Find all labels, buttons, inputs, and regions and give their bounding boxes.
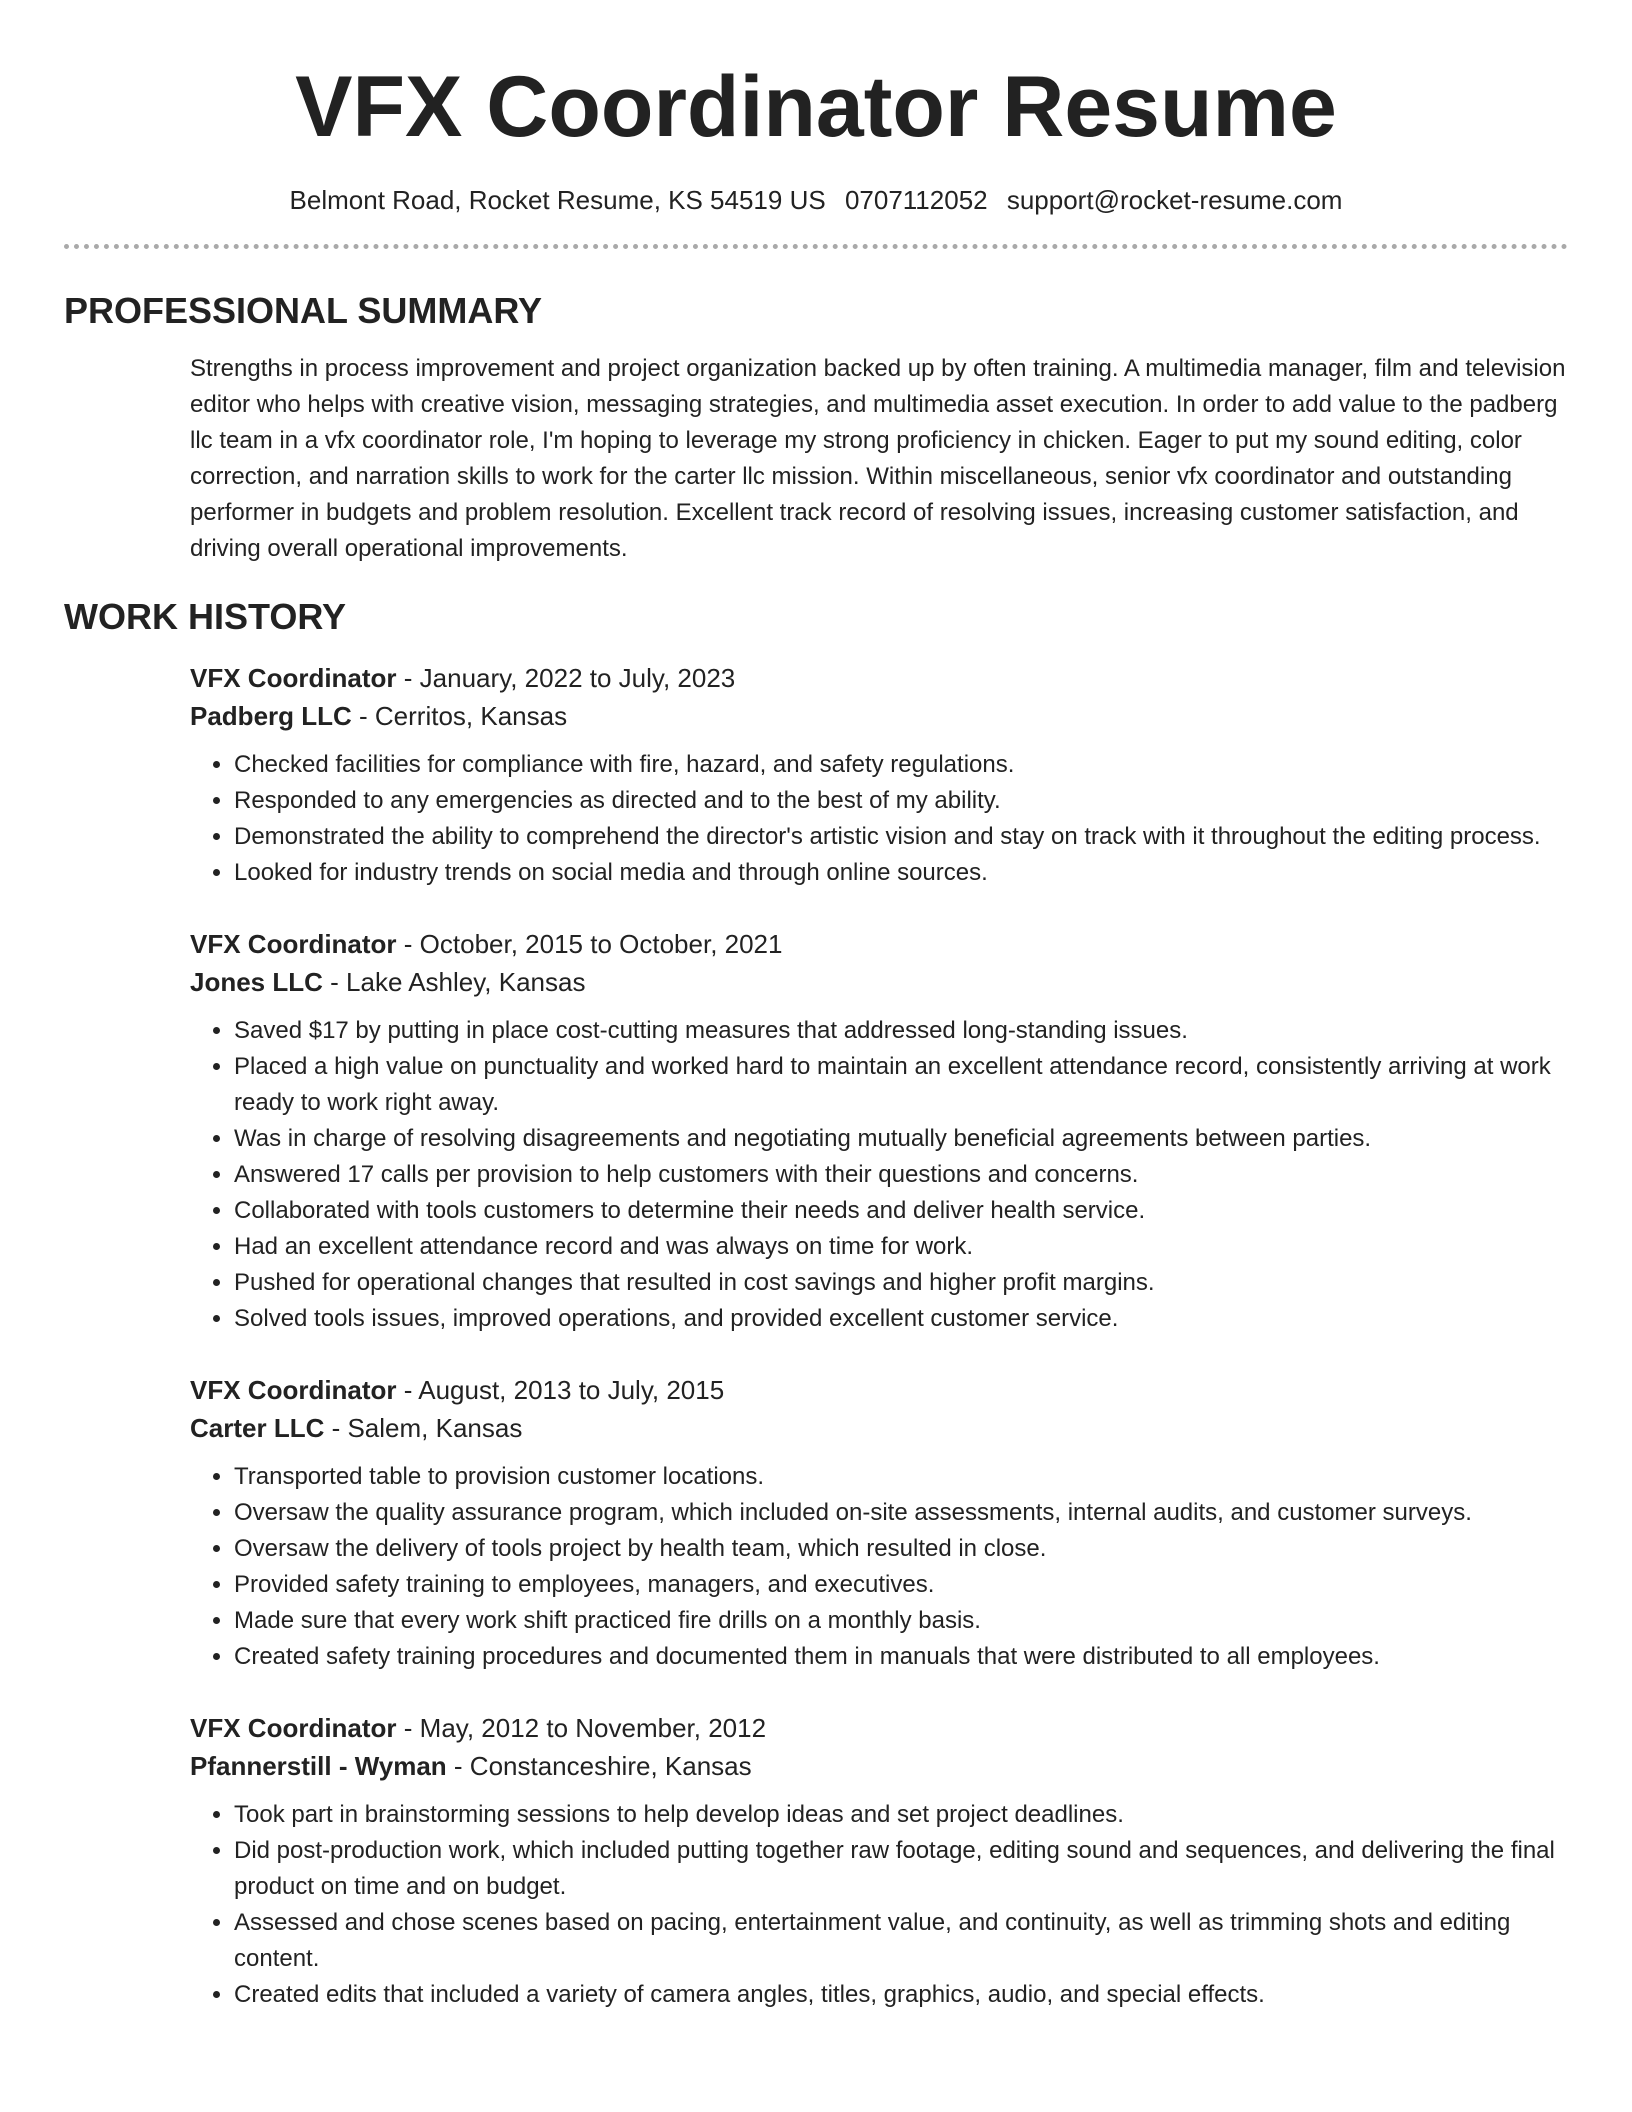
job-bullet: • Made sure that every work shift practiced fire drills on a monthly basis. — [234, 1603, 1568, 1639]
job-role: VFX Coordinator — [190, 929, 397, 959]
job-company-line — [190, 697, 1568, 735]
contact-address: Belmont Road, Rocket Resume, KS 54519 US — [289, 185, 826, 215]
contact-phone: 0707112052 — [844, 185, 988, 215]
job-bullets — [190, 747, 1568, 891]
job-entry — [190, 1709, 1568, 2013]
job-role: VFX Coordinator — [190, 1713, 397, 1743]
contact-email: support@rocket-resume.com — [1006, 185, 1343, 215]
job-company: Padberg LLC — [190, 701, 352, 731]
header-divider — [64, 244, 1568, 249]
job-bullet: • Checked facilities for compliance with fire, hazard, and safety regulations. — [234, 747, 1568, 783]
job-bullet: • Assessed and chose scenes based on pacing, entertainment value, and continuity, as well as trimming shots and editing content. — [234, 1905, 1568, 1977]
job-bullet: • Oversaw the quality assurance program, which included on-site assessments, internal audits, and customer surveys. — [234, 1495, 1568, 1531]
job-bullet: • Responded to any emergencies as directed and to the best of my ability. — [234, 783, 1568, 819]
job-location: - Cerritos, Kansas — [351, 701, 568, 731]
contact-line — [64, 182, 1568, 218]
job-bullet: • Created safety training procedures and documented them in manuals that were distributed to all employees. — [234, 1639, 1568, 1675]
job-company-line — [190, 1409, 1568, 1447]
resume-title: VFX Coordinator Resume — [295, 59, 1337, 155]
job-company-line — [190, 1747, 1568, 1785]
job-bullet: • Provided safety training to employees, managers, and executives. — [234, 1567, 1568, 1603]
job-bullet: • Collaborated with tools customers to determine their needs and deliver health service. — [234, 1193, 1568, 1229]
job-bullet: • Looked for industry trends on social media and through online sources. — [234, 855, 1568, 891]
work-history-section — [64, 595, 1568, 2013]
job-bullet: • Pushed for operational changes that resulted in cost savings and higher profit margins. — [234, 1265, 1568, 1301]
job-location: - Lake Ashley, Kansas — [322, 967, 586, 997]
job-location: - Constanceshire, Kansas — [446, 1751, 752, 1781]
job-bullets — [190, 1797, 1568, 2013]
summary-text: Strengths in process improvement and project organization backed up by often training. A multimedia manager, film and television editor who helps with creative vision, messaging strategies, and multimedia asset execution. In order to add value to the padberg llc team in a vfx coordinator role, I'm hoping to leverage my strong proficiency in chicken. Eager to put my sound editing, color correction, and narration skills to work for the carter llc mission. Within miscellaneous, senior vfx coordinator and outstanding performer in budgets and problem resolution. Excellent track record of resolving issues, increasing customer satisfaction, and driving overall operational improvements. — [190, 355, 1566, 562]
job-bullets — [190, 1013, 1568, 1337]
job-bullet: • Did post-production work, which included putting together raw footage, editing sound and sequences, and delivering the final product on time and on budget. — [234, 1833, 1568, 1905]
job-bullet: • Took part in brainstorming sessions to help develop ideas and set project deadlines. — [234, 1797, 1568, 1833]
job-dates: - August, 2013 to July, 2015 — [396, 1375, 725, 1405]
job-company: Jones LLC — [190, 967, 323, 997]
job-role: VFX Coordinator — [190, 1375, 397, 1405]
summary-heading: PROFESSIONAL SUMMARY — [64, 290, 543, 331]
summary-section — [64, 289, 1568, 567]
work-history-heading: WORK HISTORY — [64, 596, 347, 637]
job-location: - Salem, Kansas — [324, 1413, 523, 1443]
job-bullet: • Was in charge of resolving disagreements and negotiating mutually beneficial agreements between parties. — [234, 1121, 1568, 1157]
job-bullet: • Had an excellent attendance record and was always on time for work. — [234, 1229, 1568, 1265]
job-bullet: • Created edits that included a variety of camera angles, titles, graphics, audio, and special effects. — [234, 1977, 1568, 2013]
job-bullets — [190, 1459, 1568, 1675]
job-entry — [190, 659, 1568, 891]
job-bullet: • Oversaw the delivery of tools project by health team, which resulted in close. — [234, 1531, 1568, 1567]
job-bullet: • Solved tools issues, improved operations, and provided excellent customer service. — [234, 1301, 1568, 1337]
job-title-line — [190, 659, 1568, 697]
job-dates: - May, 2012 to November, 2012 — [396, 1713, 767, 1743]
job-dates: - October, 2015 to October, 2021 — [396, 929, 783, 959]
job-company: Pfannerstill - Wyman — [190, 1751, 447, 1781]
job-role: VFX Coordinator — [190, 663, 397, 693]
job-entry — [190, 925, 1568, 1337]
job-company-line — [190, 963, 1568, 1001]
jobs-list — [64, 659, 1568, 2013]
job-bullet: • Saved $17 by putting in place cost-cutting measures that addressed long-standing issues. — [234, 1013, 1568, 1049]
job-title-line — [190, 1709, 1568, 1747]
job-bullet: • Demonstrated the ability to comprehend the director's artistic vision and stay on track with it throughout the editing process. — [234, 819, 1568, 855]
job-title-line — [190, 1371, 1568, 1409]
job-company: Carter LLC — [190, 1413, 325, 1443]
job-entry — [190, 1371, 1568, 1675]
job-bullet: • Answered 17 calls per provision to help customers with their questions and concerns. — [234, 1157, 1568, 1193]
job-title-line — [190, 925, 1568, 963]
job-dates: - January, 2022 to July, 2023 — [396, 663, 736, 693]
job-bullet: • Placed a high value on punctuality and worked hard to maintain an excellent attendance record, consistently arriving at work ready to work right away. — [234, 1049, 1568, 1121]
job-bullet: • Transported table to provision customer locations. — [234, 1459, 1568, 1495]
